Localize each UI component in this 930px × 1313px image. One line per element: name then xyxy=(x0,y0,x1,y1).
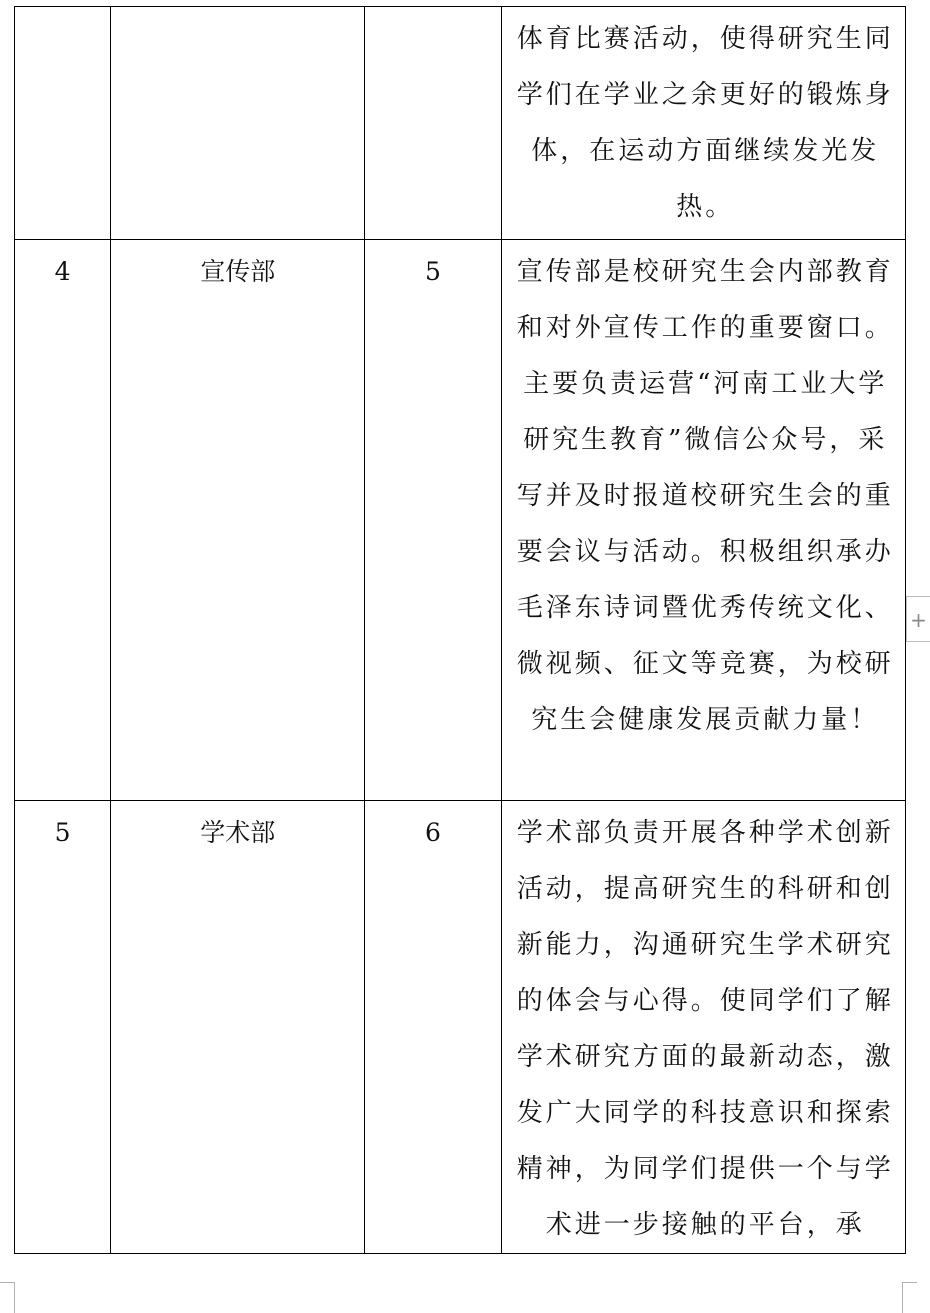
row-number-cell[interactable] xyxy=(15,7,111,240)
description-cell[interactable]: 宣传部是校研究生会内部教育和对外宣传工作的重要窗口。主要负责运营“河南工业大学研究生教育”微信公众号，采写并及时报道校研究生会的重要会议与活动。积极组织承办毛泽东诗词暨优秀传统文化、微视频、征文等竞赛，为校研究生会健康发展贡献力量！ xyxy=(501,240,905,801)
department-name-cell[interactable] xyxy=(111,7,365,240)
page-corner-mark-left xyxy=(0,1282,15,1313)
description-cell[interactable]: 学术部负责开展各种学术创新活动，提高研究生的科研和创新能力，沟通研究生学术研究的体会与心得。使同学们了解学术研究方面的最新动态，激发广大同学的科技意识和探索精神，为同学们提供一个与学术进一步接触的平台，承 xyxy=(501,801,905,1254)
document-table xyxy=(14,6,906,1254)
row-number-cell[interactable]: 4 xyxy=(15,240,111,801)
table-row xyxy=(15,801,906,1254)
member-count-cell[interactable]: 6 xyxy=(365,801,501,1254)
plus-icon: + xyxy=(910,608,927,632)
description-cell[interactable]: 体育比赛活动，使得研究生同学们在学业之余更好的锻炼身体，在运动方面继续发光发热。 xyxy=(501,7,905,240)
add-row-button[interactable] xyxy=(906,596,930,642)
department-name-cell[interactable]: 宣传部 xyxy=(111,240,365,801)
member-count-cell[interactable]: 5 xyxy=(365,240,501,801)
member-count-cell[interactable] xyxy=(365,7,501,240)
department-name-cell[interactable]: 学术部 xyxy=(111,801,365,1254)
row-number-cell[interactable]: 5 xyxy=(15,801,111,1254)
table-row xyxy=(15,240,906,801)
table-row xyxy=(15,7,906,240)
page-corner-mark-right xyxy=(902,1282,917,1313)
